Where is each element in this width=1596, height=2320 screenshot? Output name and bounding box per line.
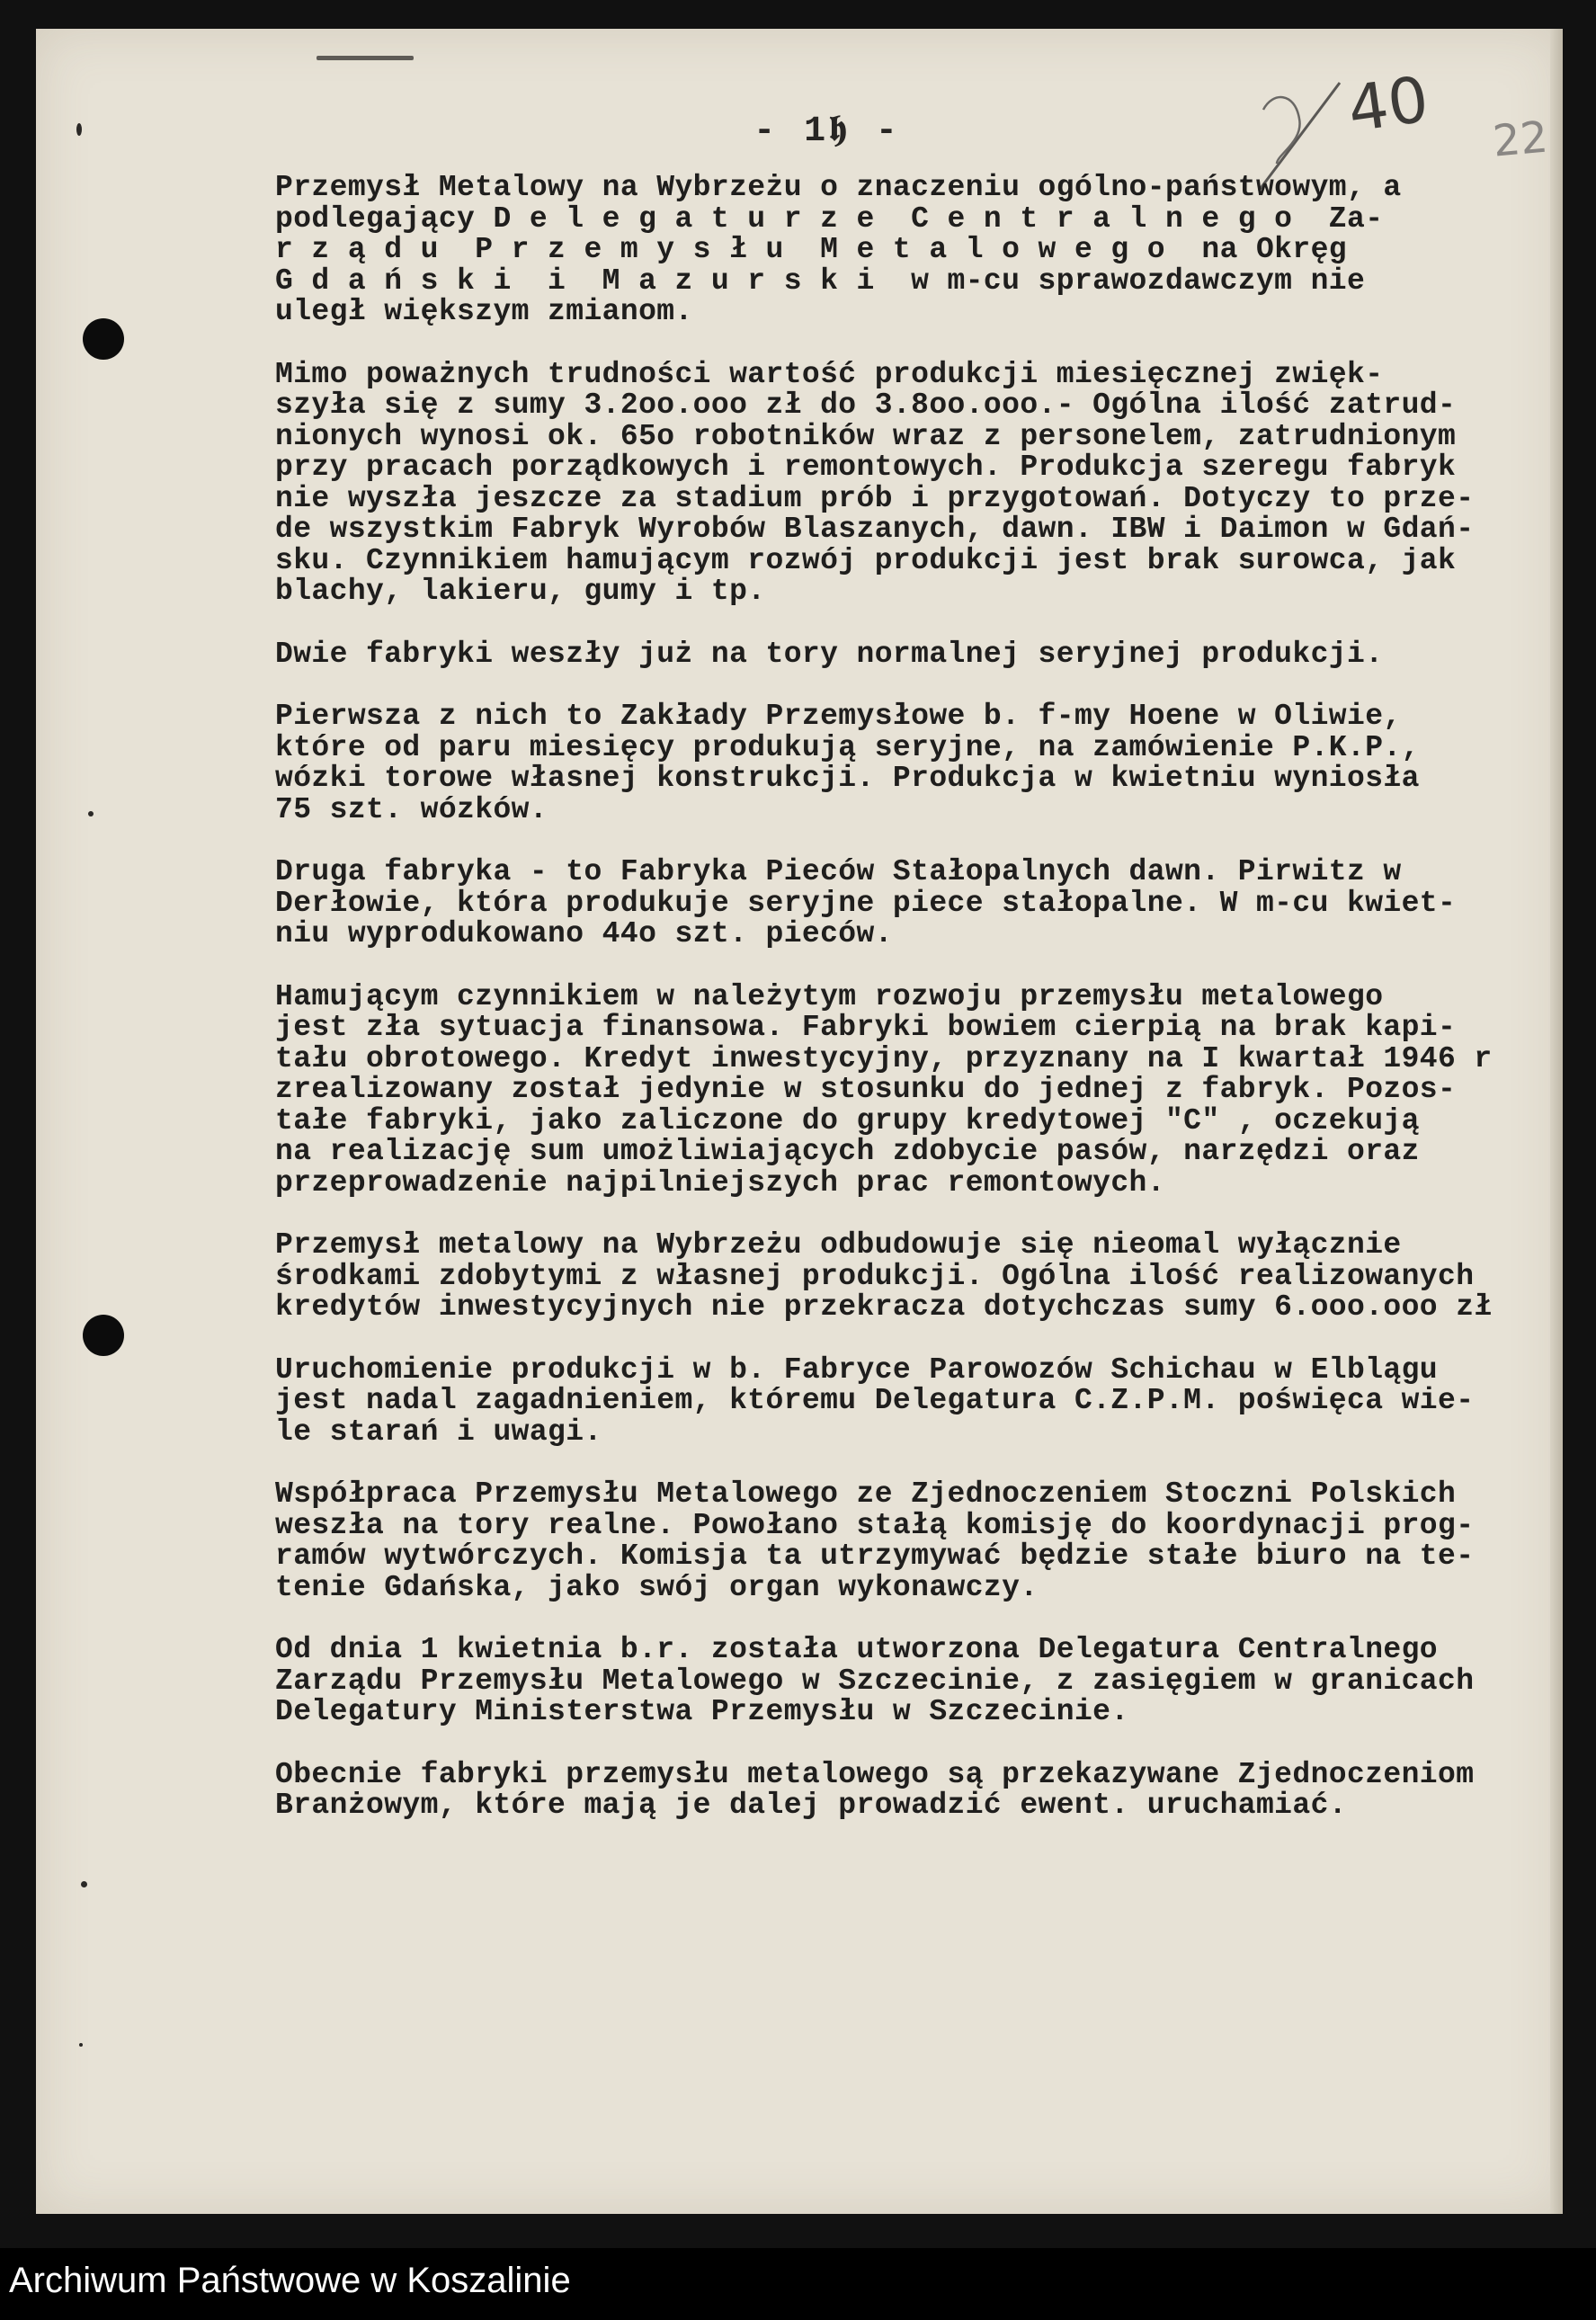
text-line: Mimo poważnych trudności wartość produkcji miesięcznej zwięk- (275, 357, 1384, 391)
typed-text-body (275, 173, 1596, 1853)
text-line: Od dnia 1 kwietnia b.r. została utworzona Delegatura Centralnego (275, 1633, 1439, 1666)
text-line: kredytów inwestycyjnych nie przekracza dotychczas sumy 6.ooo.ooo zł (275, 1290, 1493, 1324)
paragraph (275, 639, 1596, 671)
text-line: uległ większym zmianom. (275, 295, 693, 328)
document-page (36, 29, 1563, 2214)
punch-hole-middle (83, 1315, 124, 1356)
paragraph (275, 701, 1596, 825)
pencil-stroke-loop (1263, 97, 1300, 164)
text-line: zrealizowany został jedynie w stosunku do jednej z fabryk. Pozos- (275, 1073, 1457, 1106)
text-line: jest zła sytuacja finansowa. Fabryki bowiem cierpią na brak kapi- (275, 1011, 1457, 1044)
text-line: blachy, lakieru, gumy i tp. (275, 575, 766, 608)
paragraph (275, 173, 1596, 328)
text-line: na realizację sum umożliwiających zdobycie pasów, narzędzi oraz (275, 1135, 1420, 1168)
text-line: Obecnie fabryki przemysłu metalowego są przekazywane Zjednoczeniom (275, 1757, 1475, 1791)
text-line: Uruchomienie produkcji w b. Fabryce Parowozów Schichau w Elblągu (275, 1352, 1439, 1387)
text-line: nionych wynosi ok. 65o robotników wraz z personelem, zatrudnionym (275, 419, 1457, 453)
text-line: Współpraca Przemysłu Metalowego ze Zjednoczeniem Stoczni Polskich (275, 1477, 1457, 1511)
text-line: szyła się z sumy 3.2oo.ooo zł do 3.8oo.ooo.- Ogólna ilość zatrud- (275, 388, 1457, 422)
top-rule-mark (317, 56, 414, 60)
paragraph (275, 1230, 1596, 1324)
text-line: Pierwsza z nich to Zakłady Przemysłowe b. f-my Hoene w Oliwie, (275, 700, 1402, 733)
text-line: wózki torowe własnej konstrukcji. Produkcja w kwietniu wyniosła (275, 762, 1420, 795)
text-line: weszła na tory realne. Powołano stałą komisję do koordynacji prog- (275, 1508, 1475, 1542)
text-line: Derłowie, która produkuje seryjne piece stałopalne. W m-cu kwiet- (275, 886, 1457, 920)
text-line: tenie Gdańska, jako swój organ wykonawczy. (275, 1570, 1039, 1604)
paragraph (275, 1757, 1596, 1822)
page-number: - 1𝖍 - (753, 112, 901, 152)
paragraph (275, 857, 1596, 950)
scan-speck (76, 123, 82, 136)
text-line: Przemysł Metalowy na Wybrzeżu o znaczeniu ogólno-państwowym, a (275, 171, 1402, 204)
text-line: Przemysł metalowy na Wybrzeżu odbudowuje się nieomal wyłącznie (275, 1228, 1402, 1262)
text-line: Delegatury Ministerstwa Przemysłu w Szczecinie. (275, 1695, 1129, 1728)
text-line: Hamującym czynnikiem w należytym rozwoju przemysłu metalowego (275, 979, 1384, 1013)
scan-speck (88, 811, 94, 816)
handwritten-number-secondary: 22 (1490, 112, 1550, 167)
text-line: ramów wytwórczych. Komisja ta utrzymywać będzie stałe biuro na te- (275, 1539, 1475, 1573)
text-line: le starań i uwagi. (275, 1414, 602, 1449)
text-line: Druga fabryka - to Fabryka Pieców Stałopalnych dawn. Pirwitz w (275, 855, 1402, 888)
text-line: przy pracach porządkowych i remontowych. Produkcja szeregu fabryk (275, 451, 1457, 484)
archive-footer-bar (0, 2248, 1596, 2320)
paragraph (275, 979, 1596, 1200)
scan-speck (81, 1881, 87, 1887)
archive-footer-label: Archiwum Państwowe w Koszalinie (9, 2261, 571, 2300)
text-line: 75 szt. wózków. (275, 792, 548, 826)
text-line: podlegający D e l e g a t u r z e C e n t r a l n e g o Za- (275, 201, 1384, 236)
text-line: tałe fabryki, jako zaliczone do grupy kredytowej "C" , oczekują (275, 1103, 1420, 1138)
paragraph (275, 357, 1596, 608)
text-line: sku. Czynnikiem hamującym rozwój produkcji jest brak surowca, jak (275, 543, 1457, 577)
text-line: niu wyprodukowano 44o szt. pieców. (275, 917, 893, 950)
text-line: r z ą d u P r z e m y s ł u M e t a l o w e g o na Okręg (275, 233, 1347, 266)
text-line: jest nadal zagadnieniem, któremu Delegatura C.Z.P.M. poświęca wie- (275, 1384, 1475, 1417)
scan-speck (79, 2043, 83, 2047)
text-line: de wszystkim Fabryk Wyrobów Blaszanych, dawn. IBW i Daimon w Gdań- (275, 513, 1475, 546)
punch-hole-top (83, 318, 124, 360)
text-line: środkami zdobytymi z własnej produkcji. Ogólna ilość realizowanych (275, 1259, 1475, 1293)
text-line: tału obrotowego. Kredyt inwestycyjny, przyznany na I kwartał 1946 r (275, 1041, 1493, 1075)
paragraph (275, 1479, 1596, 1603)
paragraph (275, 1635, 1596, 1728)
text-line: Dwie fabryki weszły już na tory normalnej seryjnej produkcji. (275, 637, 1384, 671)
handwritten-number-primary: 40 (1343, 62, 1433, 147)
text-line: Zarządu Przemysłu Metalowego w Szczecinie, z zasięgiem w granicach (275, 1664, 1475, 1698)
paragraph (275, 1352, 1596, 1449)
text-line: które od paru miesięcy produkują seryjne, na zamówienie P.K.P., (275, 730, 1420, 764)
text-line: przeprowadzenie najpilniejszych prac remontowych. (275, 1165, 1165, 1200)
text-line: G d a ń s k i i M a z u r s k i w m-cu sprawozdawczym nie (275, 263, 1366, 298)
text-line: nie wyszła jeszcze za stadium prób i przygotowań. Dotyczy to prze- (275, 481, 1475, 515)
text-line: Branżowym, które mają je dalej prowadzić ewent. uruchamiać. (275, 1789, 1347, 1822)
